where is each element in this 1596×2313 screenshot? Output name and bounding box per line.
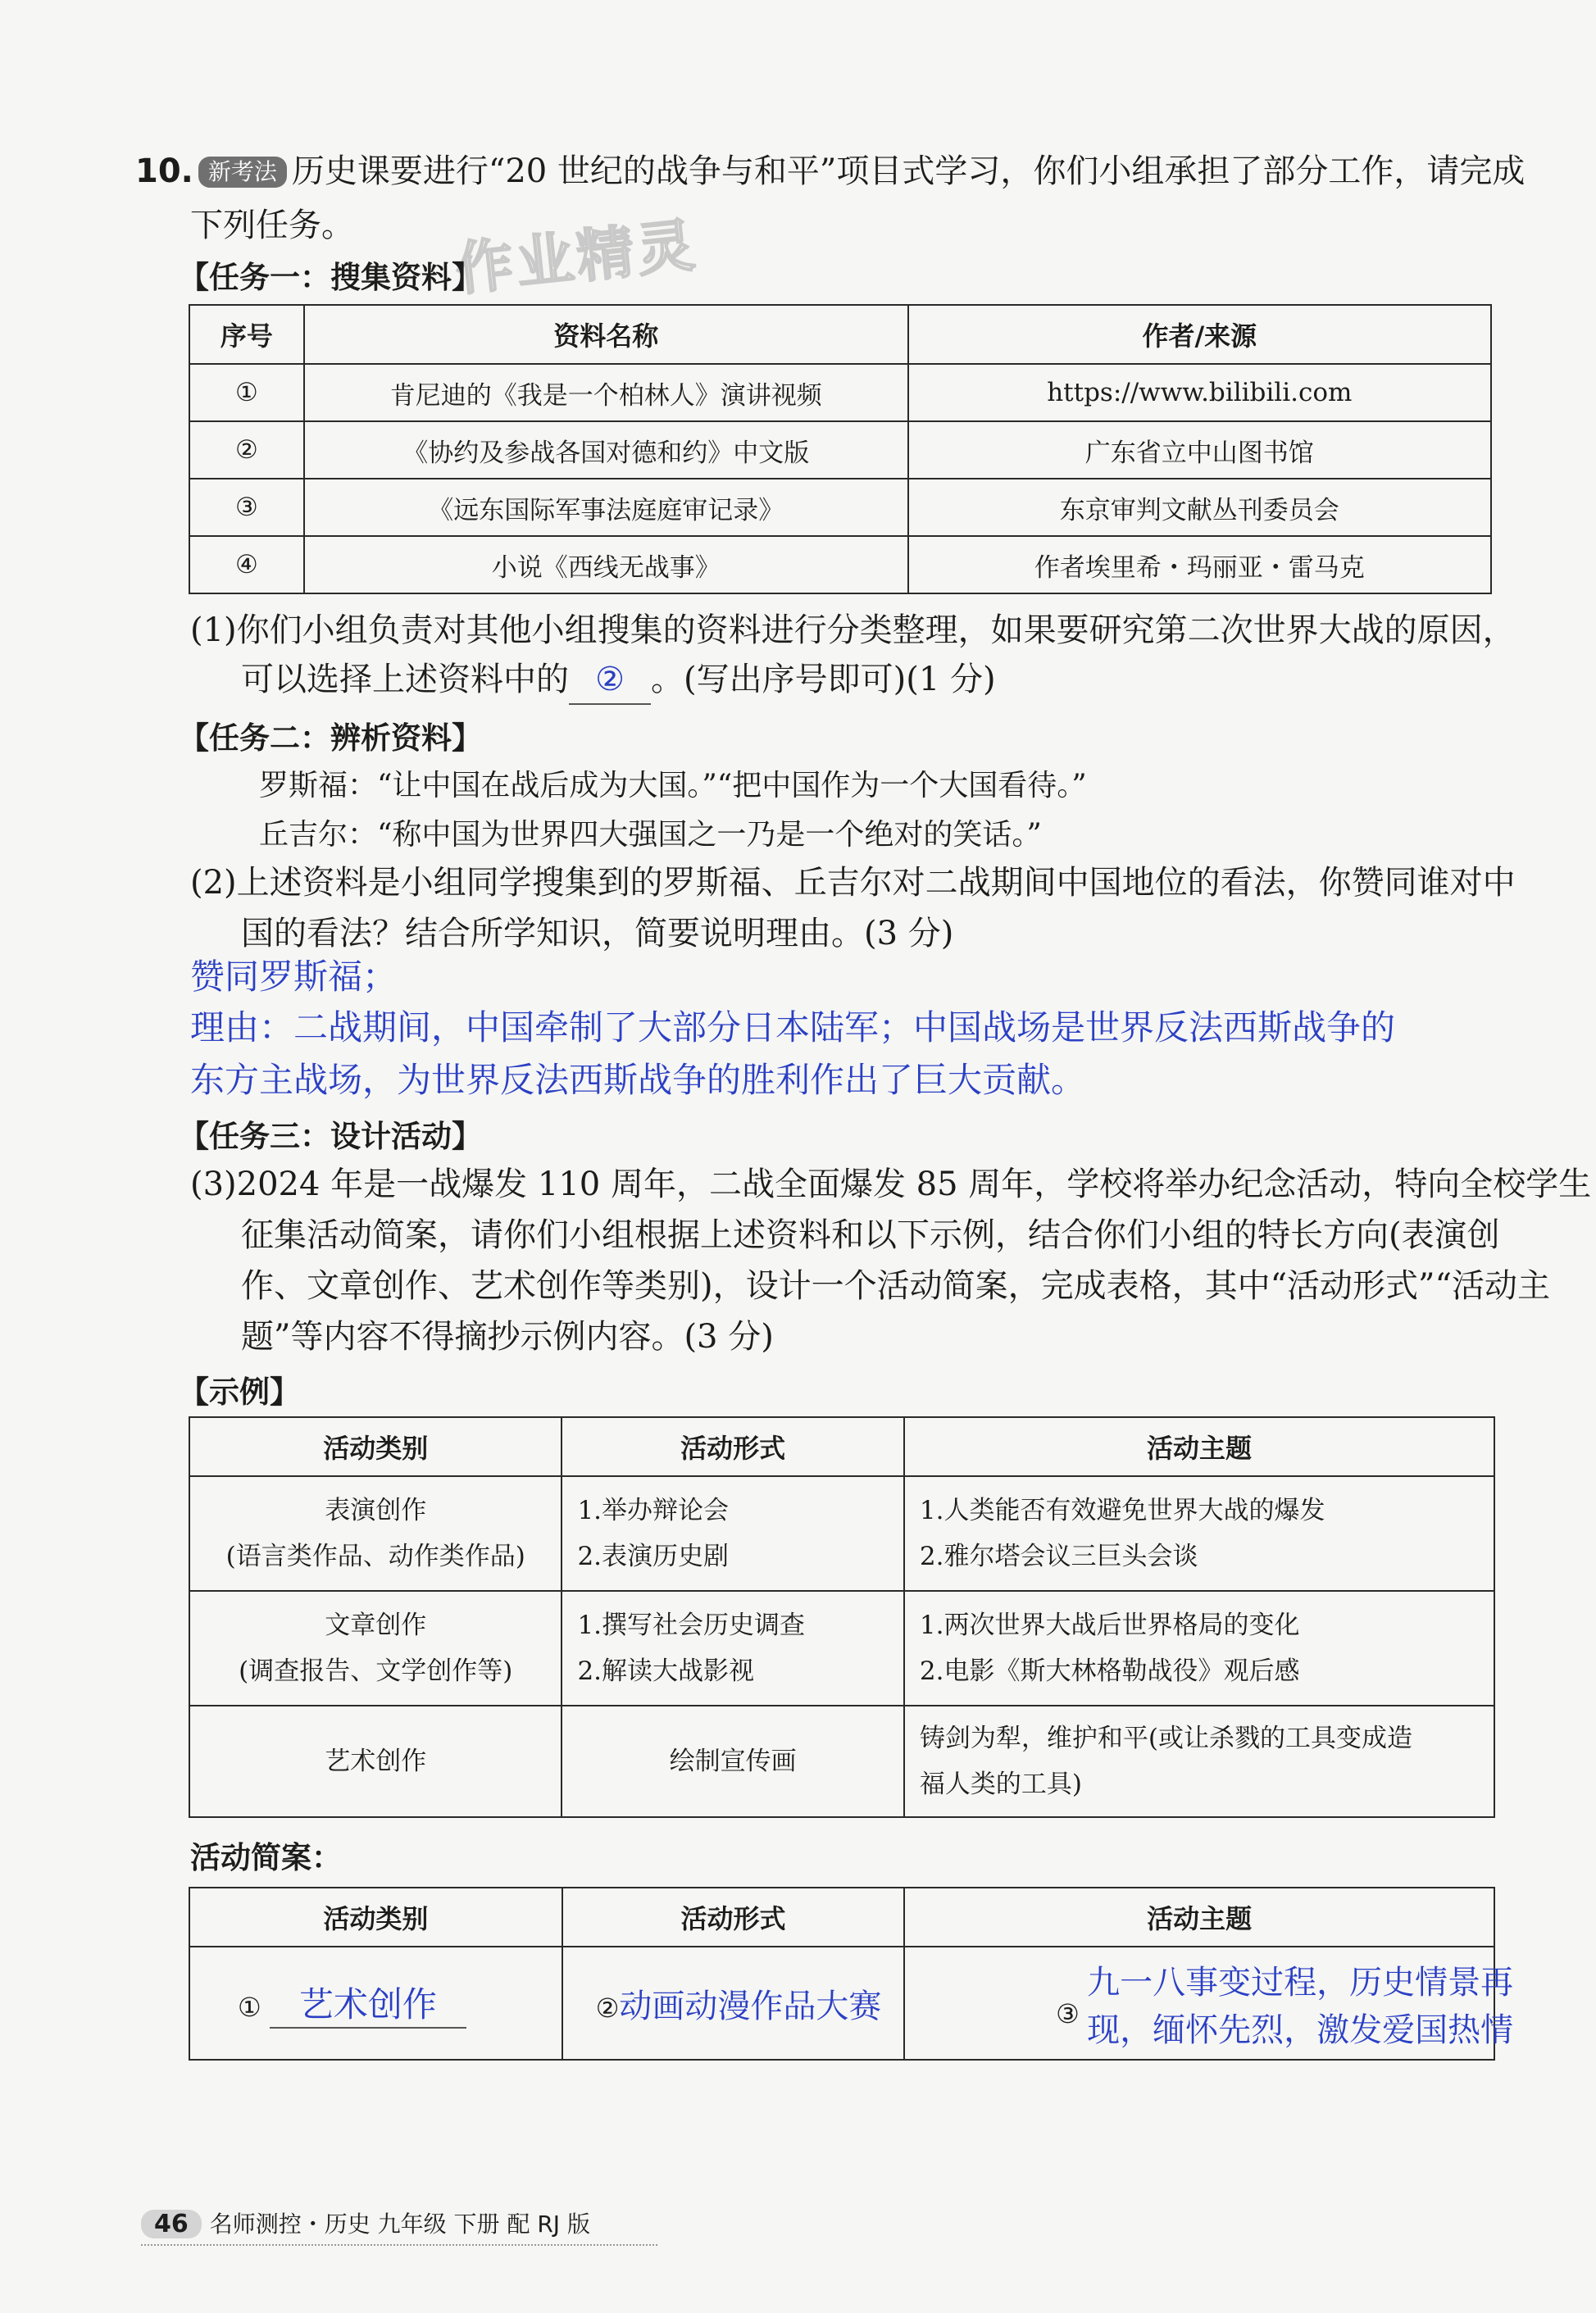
table-row: 表演创作 (语言类作品、动作类作品) 1.举办辩论会 2.表演历史剧 1.人类能否有效避免世界大战的爆发 2.雅尔塔会议三巨头会谈 [189,1476,1494,1591]
page-footer [141,2206,590,2239]
footer-divider [141,2244,657,2246]
q2-line-2: 国的看法？结合所学知识，简要说明理由。(3 分) [241,915,954,952]
table-header-row [189,305,1491,364]
plan-table [189,1887,1514,2061]
task1-table [189,304,1492,594]
plan-heading: 活动简案： [190,1840,342,1875]
table-row: 艺术创作 绘制宣传画 铸剑为犁，维护和平(或让杀戮的工具变成造 福人类的工具) [189,1706,1494,1817]
table-row: ① 肯尼迪的《我是一个柏林人》演讲视频 https://www.bilibili.com [189,364,1491,421]
table-row: ② 《协约及参战各国对德和约》中文版 广东省立中山图书馆 [189,421,1491,479]
example-table [189,1416,1495,1818]
q1-line-1: (1)你们小组负责对其他小组搜集的资料进行分类整理，如果要研究第二次世界大战的原因， [190,611,1516,649]
example-heading: 【示例】 [179,1375,300,1410]
q3-line-2: 征集活动简案，请你们小组根据上述资料和以下示例，结合你们小组的特长方向(表演创 [241,1216,1500,1254]
plan-answer-theme: 九一八事变过程，历史情景再 现，缅怀先烈，激发爱国热情 [1087,1964,1514,2049]
col-header-category: 活动类别 [189,1417,562,1476]
col-header-name: 资料名称 [304,305,908,364]
page-number: 46 [141,2210,202,2238]
table-row: ④ 小说《西线无战事》 作者埃里希・玛丽亚・雷马克 [189,536,1491,593]
quote-roosevelt: 罗斯福：“让中国在战后成为大国。”“把中国作为一个大国看待。” [259,769,1087,802]
q2-answer-line-3: 东方主战场，为世界反法西斯战争的胜利作出了巨大贡献。 [190,1060,1086,1100]
table-row: ① 艺术创作 ②动画动漫作品大赛 ③ 九一八事变过程，历史情景再 现，缅怀先烈，激发爱国热情 [189,1947,1494,2060]
plan-answer-category: 艺术创作 [270,1978,466,2029]
col-header-form: 活动形式 [562,1417,903,1476]
question-line-1: 10. 新考法 历史课要进行“20 世纪的战争与和平”项目式学习，你们小组承担了部分工作，请完成 [135,152,1526,190]
new-method-badge: 新考法 [198,157,287,188]
col-header-source: 作者/来源 [908,305,1491,364]
table-header-row [189,1417,1494,1476]
table-row: ③ 《远东国际军事法庭庭审记录》 东京审判文献丛刊委员会 [189,479,1491,536]
table-header-row: 活动类别 活动形式 活动主题 [189,1888,1494,1947]
task1-heading: 【任务一：搜集资料】 [179,260,482,295]
plan-answer-form: 动画动漫作品大赛 [619,1987,882,2025]
q3-line-4: 题”等内容不得摘抄示例内容。(3 分) [241,1318,774,1356]
table-row: 文章创作 (调查报告、文学创作等) 1.撰写社会历史调查 2.解读大战影视 1.两次世界大战后世界格局的变化 2.电影《斯大林格勒战役》观后感 [189,1591,1494,1706]
q1-line-2: 可以选择上述资料中的 ② 。(写出序号即可)(1 分) [241,656,996,705]
task3-heading: 【任务三：设计活动】 [179,1119,482,1154]
quote-churchill: 丘吉尔：“称中国为世界四大强国之一乃是一个绝对的笑话。” [259,818,1042,852]
book-title: 名师测控・历史 九年级 下册 配 RJ 版 [209,2211,590,2238]
q1-answer: ② [569,656,651,705]
question-number: 10. [135,152,193,190]
q2-line-1: (2)上述资料是小组同学搜集到的罗斯福、丘吉尔对二战期间中国地位的看法，你赞同谁对中 [190,864,1516,902]
watermark-logo: 作业精灵 [452,211,702,304]
q3-line-1: (3)2024 年是一战爆发 110 周年，二战全面爆发 85 周年，学校将举办纪念活动，特向全校学生 [190,1166,1592,1203]
col-header-theme: 活动主题 [904,1417,1494,1476]
q2-answer-line-1: 赞同罗斯福； [190,957,398,997]
task2-heading: 【任务二：辨析资料】 [179,720,482,756]
q2-answer-line-2: 理由：二战期间，中国牵制了大部分日本陆军；中国战场是世界反法西斯战争的 [190,1007,1396,1047]
question-line-2: 下列任务。 [190,207,354,244]
col-header-index: 序号 [189,305,304,364]
q3-line-3: 作、文章创作、艺术创作等类别)，设计一个活动简案，完成表格，其中“活动形式”“活动主 [241,1267,1550,1305]
